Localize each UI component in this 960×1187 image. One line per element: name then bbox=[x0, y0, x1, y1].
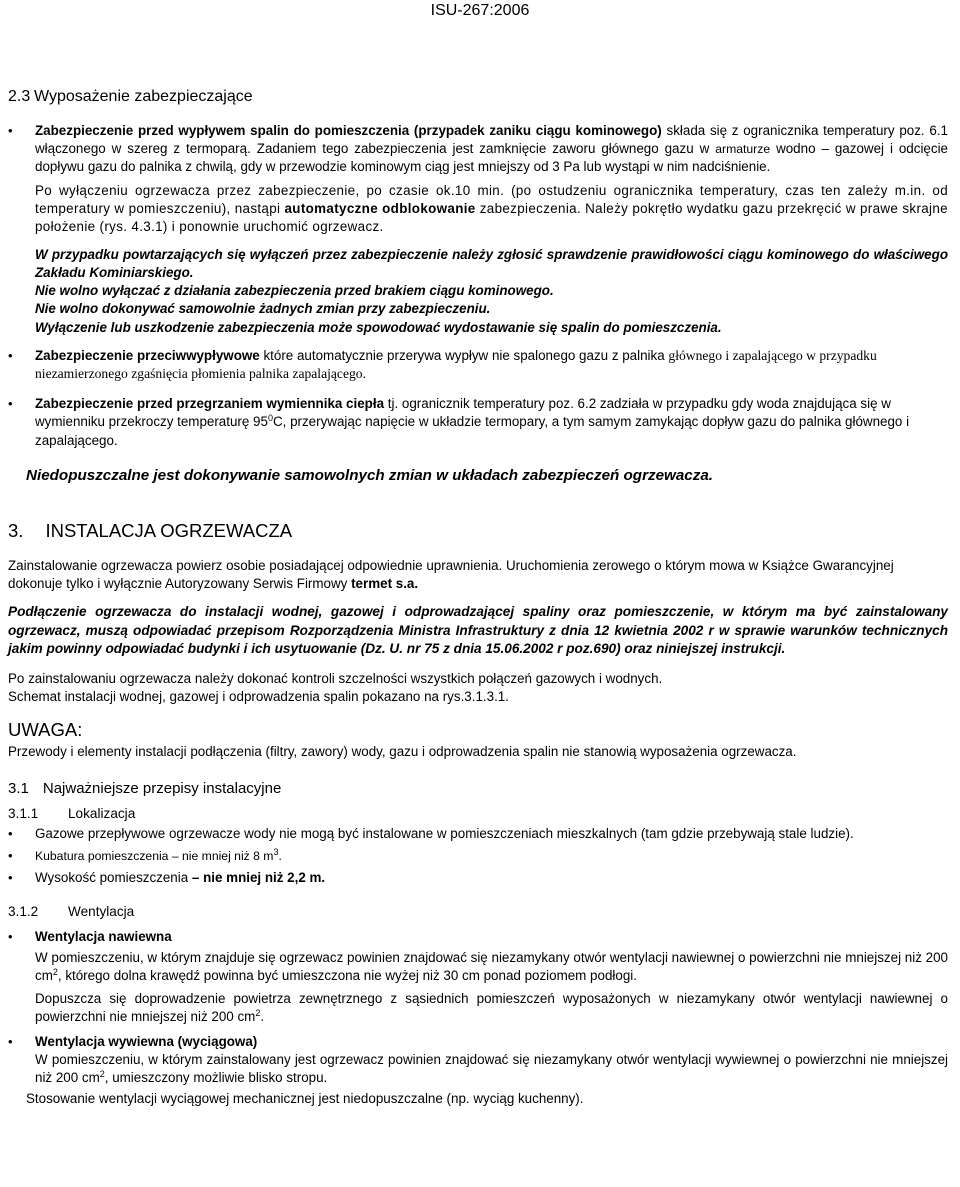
final-warning: Niedopuszczalne jest dokonywanie samowolnych zmian w układach zabezpieczeń ogrzewacza. bbox=[26, 466, 714, 484]
superscript: 3 bbox=[273, 847, 279, 858]
paragraph-text: . bbox=[260, 1009, 265, 1025]
section-number: 3.1 bbox=[8, 779, 29, 797]
bullet-text: wodno – gazowej i odcięcie dopływu gazu do palnika z chwilą, gdy w przewodzie kominowym ciąg jest mniejszy od 3 Pa lub wystąpi w nim nadciśnienie. bbox=[35, 140, 948, 174]
section-title: Wentylacja bbox=[68, 904, 135, 920]
item-text: – nie mniej niż 2,2 m. bbox=[191, 870, 326, 886]
document-content bbox=[8, 86, 948, 1108]
bullet-lead: Zabezpieczenie przed wypływem spalin do pomieszczenia (przypadek zaniku ciągu kominowego) bbox=[35, 122, 662, 138]
section-title: Lokalizacja bbox=[68, 805, 136, 821]
item-text: • Gazowe przepływowe ogrzewacze wody nie mogą być instalowane w pomieszczeniach mieszkalnych (tam gdzie przebywają stale ludzie). bbox=[35, 826, 854, 842]
section-number: 3.1.2 bbox=[8, 904, 39, 920]
item-text: . bbox=[278, 849, 282, 864]
section-2-3-heading bbox=[8, 86, 948, 108]
bullet-text: składa się z ogranicznika temperatury poz. 6.1 włączonego w szereg z termoparą. Zadaniem tego zabezpieczenia jest zamknięcie zaworu głównego gazu w bbox=[35, 122, 948, 156]
bullet-text: tj. ogranicznik temperatury poz. 6.2 zadziała w przypadku gdy woda znajdująca się w wymienniku przekroczy temperaturę 95 bbox=[35, 396, 891, 430]
section-title: INSTALACJA OGRZEWACZA bbox=[45, 520, 293, 542]
warning-text: Wyłączenie lub uszkodzenie zabezpieczenia może spowodować wydostawanie się spalin do pomieszczenia. bbox=[35, 319, 722, 335]
section-title: Najważniejsze przepisy instalacyjne bbox=[42, 779, 282, 797]
item-text: Kubatura pomieszczenia – nie mniej niż 8 m bbox=[35, 849, 274, 864]
superscript: 2 bbox=[52, 966, 58, 977]
company-name: termet s.a. bbox=[351, 576, 419, 592]
section-3-1-heading bbox=[8, 779, 948, 799]
paragraph-text: zabezpieczenia. Należy pokrętło wydatku gazu przekręcić w prawe skrajne położenie (rys. 4.3.1) i ponownie uruchomić ogrzewacz. bbox=[35, 200, 948, 235]
location-item bbox=[8, 847, 948, 865]
install-paragraph bbox=[8, 557, 948, 593]
paragraph-text: Po wyłączeniu ogrzewacza przez zabezpieczenie, po czasie ok.10 min. (po ostudzeniu ogranicznika temperatury, czas ten zależy m.in. od temperatury w pomieszczeniu), nastąpi bbox=[35, 182, 948, 216]
paragraph-text: , którego dolna krawędź powinna być umieszczona nie wyżej niż 30 cm ponad poziomem podłogi. bbox=[57, 967, 637, 983]
section-3-1-2-heading bbox=[8, 903, 948, 921]
uwaga-text: Przewody i elementy instalacji podłączenia (filtry, zawory) wody, gazu i odprowadzenia spalin nie stanowią wyposażenia ogrzewacza. bbox=[8, 744, 797, 760]
item-text: Wysokość pomieszczenia bbox=[35, 870, 189, 886]
regulation-paragraph: Podłączenie ogrzewacza do instalacji wodnej, gazowej i odprowadzającej spaliny oraz pomieszczenie, w którym ma być zainstalowany ogrzewacz, muszą odpowiadać przepisom Rozporządzenia Ministra Infrastruktury z dnia 12 kwietnia 2002 r w sprawie warunków technicznych jakim powinny odpowiadać budynki i ich usytuowanie (Dz. U. nr 75 z dnia 15.06.2002 r poz.690) oraz niniejszej instrukcji. bbox=[8, 604, 948, 656]
ventilation-exhaust bbox=[8, 1033, 948, 1087]
bullet-text: C, przerywając napięcie w układzie termopary, a tym samym zamykając dopływ gazu do palnika głównego i zapalającego. bbox=[35, 414, 910, 448]
section-3-heading bbox=[8, 519, 948, 544]
bullet-draught-protection bbox=[8, 122, 948, 337]
closing-note: Stosowanie wentylacji wyciągowej mechanicznej jest niedopuszczalne (np. wyciąg kuchenny). bbox=[26, 1090, 584, 1106]
section-title: Wyposażenie zabezpieczające bbox=[34, 88, 253, 105]
warning-text: Nie wolno dokonywać samowolnie żadnych zmian przy zabezpieczeniu. bbox=[35, 301, 491, 317]
schematic-paragraph: Schemat instalacji wodnej, gazowej i odprowadzenia spalin pokazano na rys.3.1.3.1. bbox=[8, 689, 509, 705]
paragraph-text: Zainstalowanie ogrzewacza powierz osobie posiadającej odpowiednie uprawnienia. Uruchomienia zerowego o którym mowa w Książce Gwarancyjnej dokonuje tylko i wyłącznie Autoryzowany Serwis Firmowy bbox=[8, 558, 894, 592]
warning-text: Nie wolno wyłączać z działania zabezpieczenia przed brakiem ciągu kominowego. bbox=[35, 283, 554, 299]
location-item bbox=[8, 869, 948, 887]
bullet-text: armaturze bbox=[715, 141, 771, 156]
bullet-text: które automatycznie przerywa wypływ nie spalonego gazu z palnika bbox=[263, 347, 665, 363]
section-3-1-1-heading bbox=[8, 805, 948, 823]
leak-check-paragraph: Po zainstalowaniu ogrzewacza należy dokonać kontroli szczelności wszystkich połączeń gazowych i wodnych. bbox=[8, 671, 663, 687]
location-item bbox=[8, 825, 948, 843]
superscript: 0 bbox=[267, 413, 273, 424]
section-number: 3. bbox=[8, 520, 24, 542]
subheading: • Wentylacja wywiewna (wyciągowa) bbox=[35, 1034, 258, 1050]
superscript: 2 bbox=[99, 1069, 105, 1080]
bullet-overheat bbox=[8, 395, 948, 449]
uwaga-heading: UWAGA: bbox=[8, 719, 83, 741]
bullet-flame-failure bbox=[8, 347, 948, 384]
paragraph-text: W pomieszczeniu, w którym znajduje się ogrzewacz powinien znajdować się niezamykany otwór wentylacji nawiewnej o powierzchni nie mniejszej niż 200 cm bbox=[35, 949, 948, 983]
emphasis-text: automatyczne odblokowanie bbox=[284, 200, 476, 216]
bullet-lead: Zabezpieczenie przeciwwypływowe bbox=[35, 347, 260, 363]
ventilation-supply bbox=[8, 928, 948, 1026]
paragraph-text: , umieszczony możliwie blisko stropu. bbox=[104, 1070, 328, 1086]
section-number: 3.1.1 bbox=[8, 805, 39, 821]
warning-text: W przypadku powtarzających się wyłączeń przez zabezpieczenie należy zgłosić sprawdzenie prawidłowości ciągu kominowego do właściwego Zakładu Kominiarskiego. bbox=[35, 247, 948, 281]
section-number: 2.3 bbox=[8, 88, 31, 105]
document-id: ISU-267:2006 bbox=[430, 2, 530, 19]
bullet-text: głównego i zapalającego w przypadku niezamierzonego zgaśnięcia płomienia palnika zapalającego. bbox=[35, 347, 877, 381]
subheading: • Wentylacja nawiewna bbox=[35, 928, 172, 944]
bullet-lead: Zabezpieczenie przed przegrzaniem wymiennika ciepła bbox=[35, 396, 385, 412]
paragraph-text: W pomieszczeniu, w którym zainstalowany jest ogrzewacz powinien znajdować się niezamykany otwór wentylacji wywiewnej o powierzchni nie mniejszej niż 200 cm bbox=[35, 1052, 948, 1086]
paragraph-text: Dopuszcza się doprowadzenie powietrza zewnętrznego z sąsiednich pomieszczeń wyposażonych w niezamykany otwór wentylacji nawiewnej o powierzchni nie mniejszej niż 200 cm bbox=[35, 991, 948, 1025]
superscript: 2 bbox=[255, 1008, 261, 1019]
